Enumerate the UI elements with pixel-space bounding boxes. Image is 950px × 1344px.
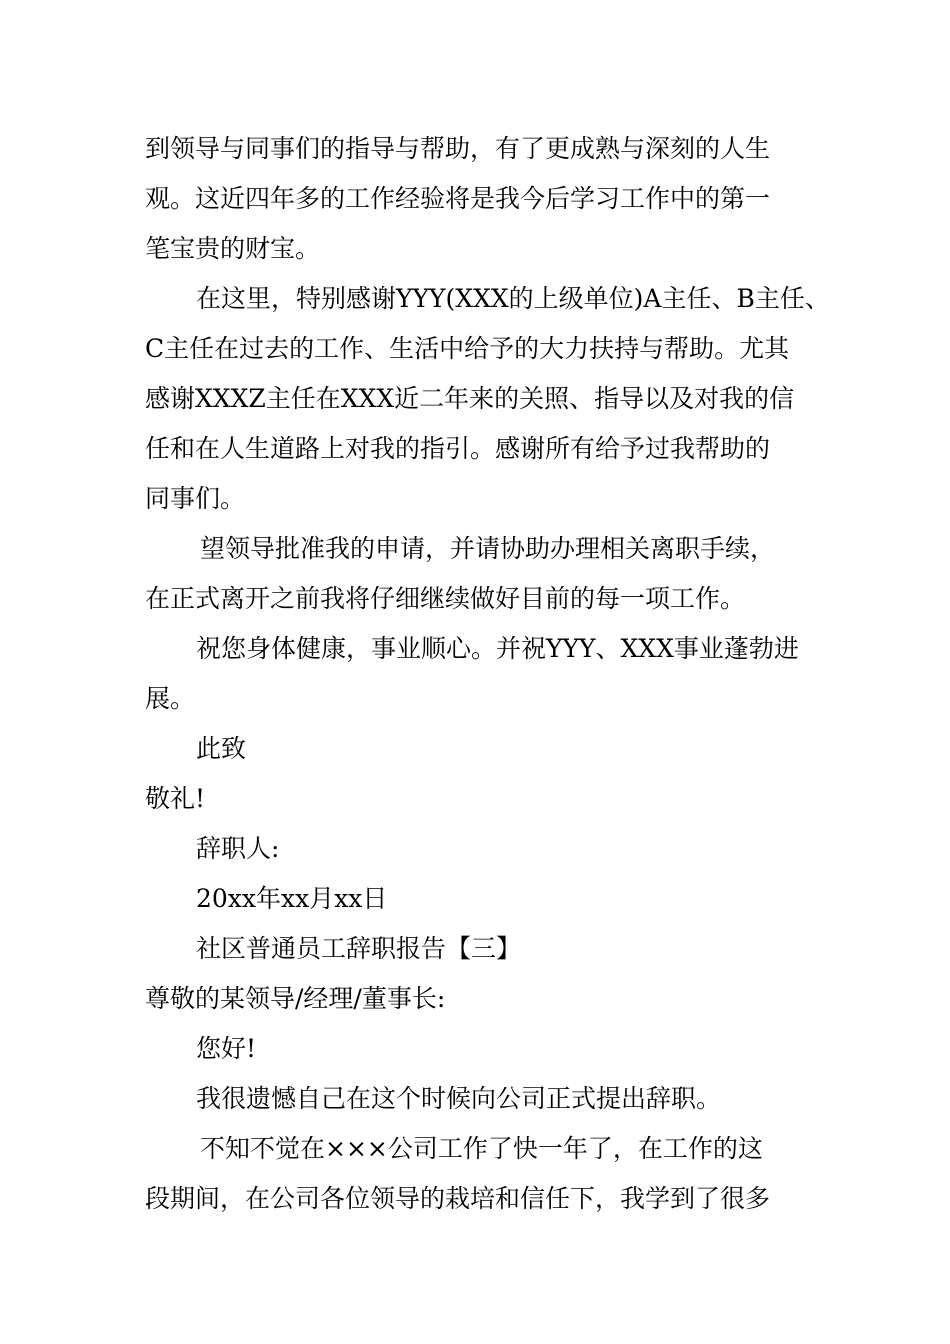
text-line-1: 到领导与同事们的指导与帮助，有了更成熟与深刻的人生 [145,134,771,163]
text-line-12: 展。 [145,684,196,713]
text-line-5: C主任在过去的工作、生活中给予的大力扶持与帮助。尤其 [145,334,790,363]
greeting: 您好! [196,1034,257,1063]
text-line-9: 望领导批准我的申请，并请协助办理相关离职手续， [200,534,776,563]
text-line-4: 在这里，特别感谢YYY(XXX的上级单位)A主任、B主任、 [196,284,830,313]
text-line-21: 不知不觉在×××公司工作了快一年了，在工作的这 [200,1134,763,1163]
text-line-13: 此致 [196,734,247,763]
text-line-7: 任和在人生道路上对我的指引。感谢所有给予过我帮助的 [145,434,771,463]
text-line-3: 笔宝贵的财宝。 [145,234,321,263]
text-line-8: 同事们。 [145,484,246,513]
text-line-2: 观。这近四年多的工作经验将是我今后学习工作中的第一 [145,184,771,213]
text-line-20: 我很遗憾自己在这个时候向公司正式提出辞职。 [196,1084,722,1113]
section-heading: 社区普通员工辞职报告【三】 [196,934,522,963]
text-line-15: 辞职人: [196,834,280,863]
text-line-6: 感谢XXXZ主任在XXX近二年来的关照、指导以及对我的信 [145,384,795,413]
text-line-16: 20xx年xx月xx日 [196,884,388,913]
text-line-14: 敬礼! [145,784,206,813]
salutation: 尊敬的某领导/经理/董事长: [145,984,446,1013]
text-line-22: 段期间，在公司各位领导的栽培和信任下，我学到了很多 [145,1184,771,1213]
text-line-10: 在正式离开之前我将仔细继续做好目前的每一项工作。 [145,584,746,613]
text-line-11: 祝您身体健康，事业顺心。并祝YYY、XXX事业蓬勃进 [196,634,799,663]
